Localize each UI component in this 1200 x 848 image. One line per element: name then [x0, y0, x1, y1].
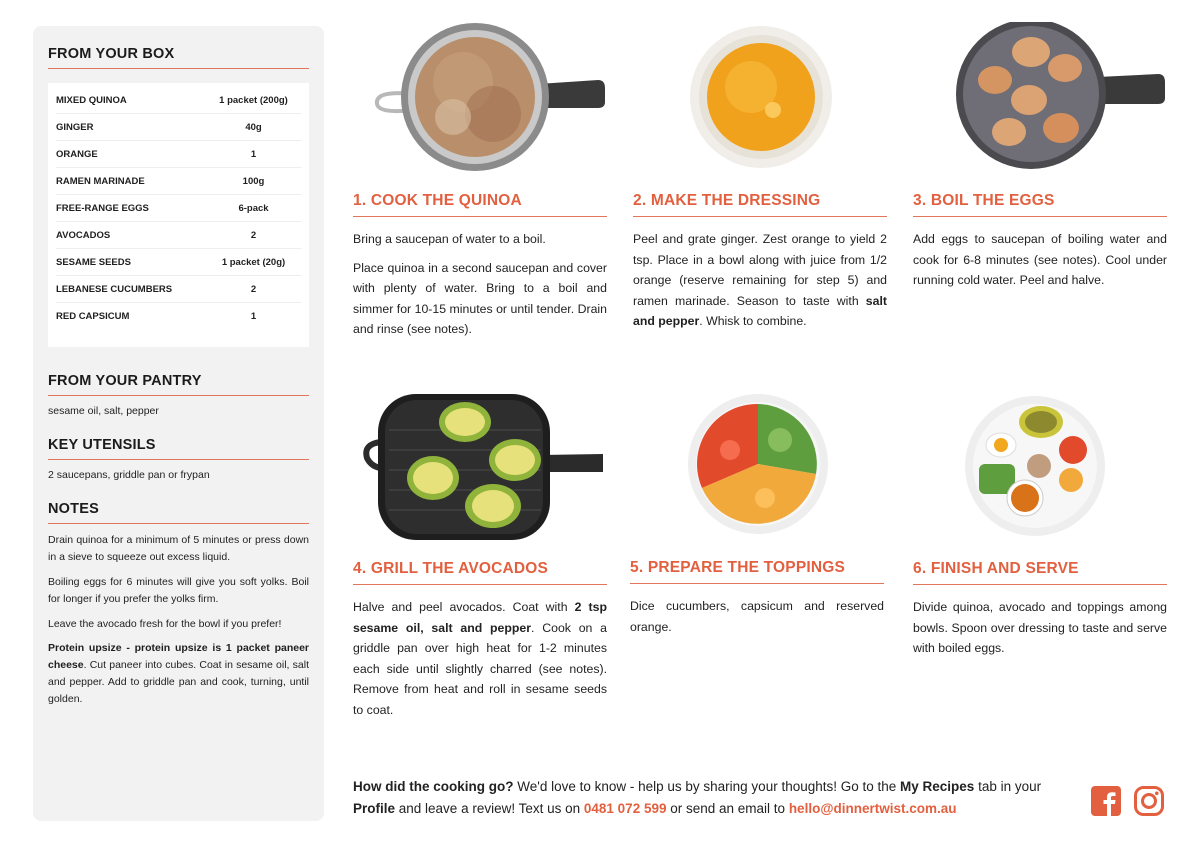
step-text-bold: salt and pepper — [633, 293, 887, 329]
sidebar — [33, 26, 324, 821]
ingredient-name: RAMEN MARINADE — [56, 175, 145, 187]
step-text: Place quinoa in a second saucepan and cover with plenty of water. Bring to a boil and simmer for 10-15 minutes or until tender. Drain and rinse (see notes). — [353, 260, 607, 337]
step-5 — [630, 390, 884, 637]
profile-link: Profile — [353, 800, 396, 816]
step-text — [633, 229, 887, 332]
step-title: 3. BOIL THE EGGS — [913, 192, 1167, 217]
ingredient-qty: 1 — [250, 148, 257, 160]
note-item: Boiling eggs for 6 minutes will give you soft yolks. Boil for longer if you prefer the yolks firm. — [48, 576, 309, 605]
toppings-plate-image — [630, 390, 884, 540]
step-text — [353, 597, 607, 720]
step-6 — [913, 390, 1167, 659]
ingredient-name: LEBANESE CUCUMBERS — [56, 283, 173, 295]
ingredient-qty: 100g — [242, 175, 265, 187]
quinoa-pot-image — [353, 22, 607, 172]
step-text-part: . Cook on a griddle pan over high heat for 1-2 minutes each side until slightly charred (see notes). Remove from heat and roll in sesame seeds to coat. — [353, 620, 608, 717]
ingredient-row — [56, 168, 301, 195]
step-body — [913, 229, 1167, 291]
ingredient-name: MIXED QUINOA — [56, 94, 127, 106]
notes-list — [48, 532, 309, 707]
note-item — [48, 640, 309, 707]
step-1 — [353, 22, 607, 340]
footer-text: tab in your — [974, 779, 1042, 794]
step-text-part: . Whisk to combine. — [699, 314, 807, 329]
step-text-part: Halve and peel avocados. Coat with — [353, 600, 575, 614]
ingredient-qty: 1 packet (200g) — [219, 94, 288, 106]
ingredient-row — [56, 87, 301, 114]
footer-text: We'd love to know - help us by sharing your thoughts! Go to the — [513, 779, 901, 794]
from-your-pantry-title: FROM YOUR PANTRY — [48, 373, 309, 396]
feedback-footer — [353, 776, 1073, 819]
step-text-bold: 2 tsp sesame oil, salt and pepper — [353, 600, 607, 635]
step-body — [353, 597, 607, 720]
ingredient-qty: 1 — [250, 310, 257, 322]
ingredient-row — [56, 114, 301, 141]
step-title: 4. GRILL THE AVOCADOS — [353, 560, 607, 585]
ingredient-row — [56, 195, 301, 222]
note-item: Drain quinoa for a minimum of 5 minutes or press down in a sieve to squeeze out excess liquid. — [48, 534, 309, 564]
ingredient-row — [56, 249, 301, 276]
step-title: 5. PREPARE THE TOPPINGS — [630, 559, 884, 584]
utensils-text: 2 saucepans, griddle pan or frypan — [48, 469, 210, 482]
step-text: Add eggs to saucepan of boiling water and cook for 6-8 minutes (see notes). Cool under running cold water. Peel and halve. — [913, 232, 1167, 288]
email-link[interactable]: hello@dinnertwist.com.au — [788, 800, 957, 816]
step-body — [633, 229, 887, 332]
notes-title: NOTES — [48, 501, 309, 524]
step-title: 1. COOK THE QUINOA — [353, 192, 607, 217]
ingredient-name: ORANGE — [56, 148, 98, 160]
ingredient-name: SESAME SEEDS — [56, 256, 131, 268]
ingredient-qty: 6-pack — [238, 202, 269, 214]
pantry-text: sesame oil, salt, pepper — [48, 405, 159, 417]
ingredient-qty: 1 packet (20g) — [221, 256, 286, 268]
ingredient-name: AVOCADOS — [56, 229, 111, 241]
step-text-part: Peel and grate ginger. Zest orange to yield 2 tsp. Place in a bowl along with juice from 1/2 orange (reserve remaining for step 5) and ramen marinade. Season to taste with — [633, 232, 887, 308]
ingredient-name: RED CAPSICUM — [56, 310, 130, 322]
footer-text: or send an email to — [666, 800, 789, 816]
step-2 — [633, 22, 887, 332]
step-text: Bring a saucepan of water to a boil. — [353, 232, 546, 246]
instagram-icon[interactable] — [1133, 785, 1165, 822]
from-your-box-title: FROM YOUR BOX — [48, 46, 309, 69]
my-recipes-link: My Recipes — [900, 779, 975, 794]
footer-text: and leave a review! Text us on — [395, 800, 584, 816]
ingredient-qty: 2 — [250, 283, 257, 295]
note-item: Leave the avocado fresh for the bowl if you prefer! — [48, 617, 282, 630]
griddle-avocados-image — [353, 390, 607, 540]
ingredient-row — [56, 303, 301, 329]
step-body — [913, 597, 1167, 659]
step-3 — [913, 22, 1167, 291]
step-body — [630, 596, 884, 637]
eggs-pot-image — [913, 22, 1167, 172]
finished-bowl-image — [913, 390, 1167, 540]
dressing-bowl-image — [633, 22, 887, 172]
phone-link[interactable]: 0481 072 599 — [583, 800, 667, 816]
step-title: 6. FINISH AND SERVE — [913, 560, 1167, 585]
ingredients-table — [48, 83, 309, 347]
key-utensils-title: KEY UTENSILS — [48, 437, 309, 460]
step-title: 2. MAKE THE DRESSING — [633, 192, 887, 217]
note-upsize-lead: Protein upsize - protein upsize is 1 packet paneer cheese — [48, 642, 309, 672]
facebook-icon[interactable] — [1090, 785, 1122, 822]
ingredient-name: GINGER — [56, 121, 94, 133]
note-upsize-rest: . Cut paneer into cubes. Coat in sesame oil, salt and pepper. Add to griddle pan and cook, turning, until golden. — [48, 659, 309, 705]
ingredient-qty: 2 — [250, 229, 257, 241]
step-text: Dice cucumbers, capsicum and reserved orange. — [630, 599, 884, 634]
ingredient-row — [56, 276, 301, 303]
footer-question: How did the cooking go? — [353, 779, 514, 794]
ingredient-row — [56, 222, 301, 249]
step-text: Divide quinoa, avocado and toppings among bowls. Spoon over dressing to taste and serve with boiled eggs. — [913, 600, 1167, 656]
ingredient-row — [56, 141, 301, 168]
step-4 — [353, 390, 607, 720]
ingredient-name: FREE-RANGE EGGS — [56, 202, 149, 214]
step-body — [353, 229, 607, 340]
ingredient-qty: 40g — [245, 121, 262, 133]
